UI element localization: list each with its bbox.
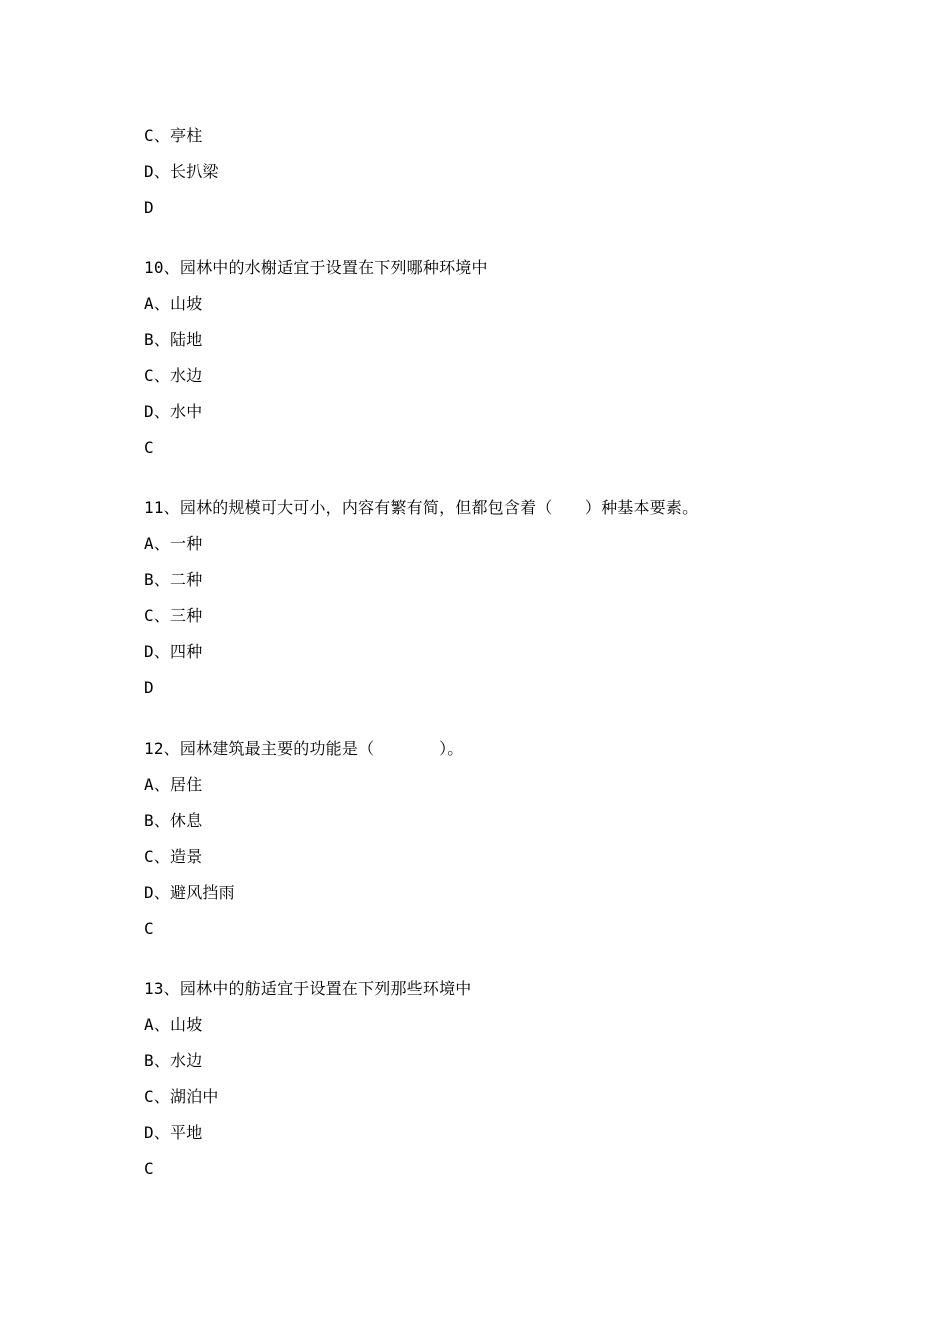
option-d-q9: D、长扒梁	[144, 162, 219, 181]
option-a-q10: A、山坡	[144, 294, 203, 313]
question-11: 11、园林的规模可大可小，内容有繁有简，但都包含着（ ）种基本要素。	[144, 498, 699, 517]
option-c-q10: C、水边	[144, 366, 203, 385]
question-13: 13、园林中的舫适宜于设置在下列那些环境中	[144, 979, 472, 998]
option-b-q11: B、二种	[144, 570, 203, 589]
option-c-q11: C、三种	[144, 606, 203, 625]
option-c-q12: C、造景	[144, 847, 203, 866]
option-c-q9: C、亭柱	[144, 126, 203, 145]
option-b-q13: B、水边	[144, 1051, 203, 1070]
option-a-q12: A、居住	[144, 775, 203, 794]
question-12: 12、园林建筑最主要的功能是（ ）。	[144, 739, 464, 758]
option-d-q11: D、四种	[144, 642, 203, 661]
answer-q12: C	[144, 919, 154, 938]
answer-q10: C	[144, 438, 154, 457]
answer-q9: D	[144, 198, 154, 217]
option-d-q13: D、平地	[144, 1123, 203, 1142]
option-b-q12: B、休息	[144, 811, 203, 830]
option-d-q10: D、水中	[144, 402, 203, 421]
option-d-q12: D、避风挡雨	[144, 883, 235, 902]
option-b-q10: B、陆地	[144, 330, 203, 349]
answer-q11: D	[144, 678, 154, 697]
answer-q13: C	[144, 1159, 154, 1178]
option-a-q13: A、山坡	[144, 1015, 203, 1034]
question-10: 10、园林中的水榭适宜于设置在下列哪种环境中	[144, 258, 488, 277]
option-c-q13: C、湖泊中	[144, 1087, 219, 1106]
option-a-q11: A、一种	[144, 534, 203, 553]
